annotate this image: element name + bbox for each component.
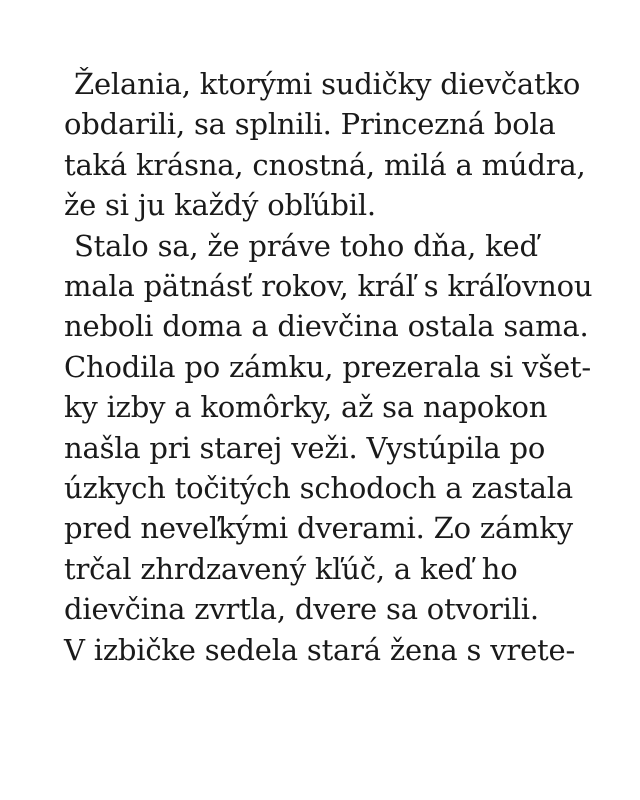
text-line-3: taká krásna, cnostná, milá a múdra, (64, 147, 586, 182)
text-line-9: ky izby a komôrky, až sa napokon (64, 390, 548, 425)
text-line-14: dievčina zvrtla, dvere sa otvorili. (64, 592, 539, 627)
text-line-7: neboli doma a dievčina ostala sama. (64, 309, 589, 344)
text-line-10: našla pri starej veži. Vystúpila po (64, 430, 546, 465)
text-line-15: V izbičke sedela stará žena s vrete- (64, 632, 576, 667)
text-line-2: obdarili, sa splnili. Princezná bola (64, 107, 556, 142)
text-line-12: pred neveľkými dverami. Zo zámky (64, 511, 573, 546)
story-text (64, 64, 604, 670)
text-line-1: Želania, ktorými sudičky dievčatko (74, 67, 581, 101)
text-line-11: úzkych točitých schodoch a zastala (64, 471, 573, 506)
text-line-5: Stalo sa, že práve toho dňa, keď (74, 228, 538, 263)
text-line-4: že si ju každý obľúbil. (64, 188, 376, 223)
text-line-13: trčal zhrdzavený kľúč, a keď ho (64, 551, 518, 586)
text-line-8: Chodila po zámku, prezerala si všet- (64, 349, 591, 384)
text-line-6: mala pätnásť rokov, kráľ s kráľovnou (64, 269, 593, 304)
